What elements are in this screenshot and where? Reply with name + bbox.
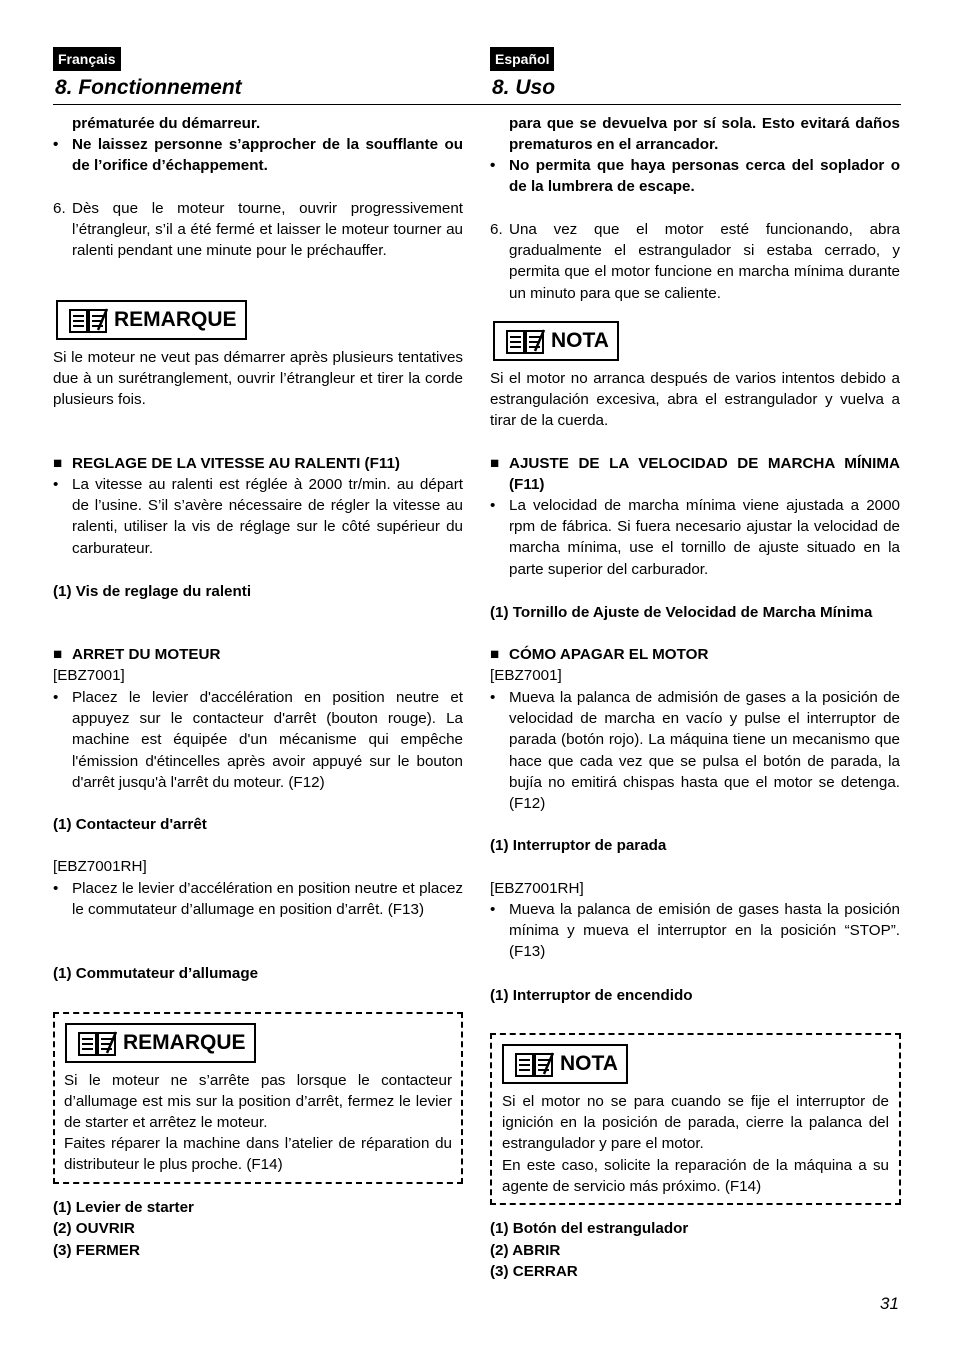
page-number: 31: [880, 1294, 899, 1313]
step-number: 6.: [490, 221, 503, 238]
es-nota-label-2: [502, 1044, 628, 1084]
fr-caption-2: (2) OUVRIR: [53, 1220, 135, 1237]
es-caption-1: (1) Botón del estrangulador: [490, 1220, 689, 1237]
es-caption-2: (2) ABRIR: [490, 1242, 561, 1259]
fr-caption-3: (3) FERMER: [53, 1242, 140, 1259]
bullet: •: [53, 136, 59, 153]
es-stop-heading: [490, 644, 900, 665]
fr-step-6: [53, 198, 463, 262]
fr-stop-bullet-1: [53, 687, 463, 793]
fr-remarque-label-1: [56, 300, 247, 340]
square-bullet-icon: ■: [490, 455, 500, 472]
es-nota-text-2a: Si el motor no se para cuando se fije el interruptor de ignición en la posición de parada, cierre la palanca del estrangulador y pare el motor.: [502, 1093, 889, 1153]
es-warning-text: No permita que haya personas cerca del soplador o de la lumbrera de escape.: [509, 157, 900, 196]
fr-caption-1: (1) Levier de starter: [53, 1199, 194, 1216]
bullet-text: La velocidad de marcha mínima viene ajustada a 2000 rpm de fábrica. Si fuera necesario ajustar la velocidad de marcha mínima, use el tornillo de ajuste situado en la parte superior del carburador.: [509, 497, 900, 578]
es-warning-bullet: [490, 155, 900, 197]
bullet-text: Mueva la palanca de admisión de gases a la posición de velocidad de marcha en vacío y pulse el interruptor de parada (botón rojo). La máquina tiene un mecanismo que hace que cada vez que se pulsa el botón de parada, la bujía no emitirá chispas hasta que el motor se detenga. (F12): [509, 689, 900, 813]
fr-idle-bullet: [53, 474, 463, 559]
square-bullet-icon: ■: [53, 646, 63, 663]
es-caption-3: (3) CERRAR: [490, 1263, 578, 1280]
square-bullet-icon: ■: [490, 646, 500, 663]
fr-stop-heading: [53, 644, 463, 665]
fr-remarque-text-1: Si le moteur ne veut pas démarrer après plusieurs tentatives due à un surétranglement, ouvrir l’étrangleur et tirer la corde plusieurs fois.: [53, 349, 463, 409]
fr-warning-bullet: [53, 134, 463, 176]
note-label: NOTA: [560, 1052, 618, 1075]
fr-stop-caption-2: (1) Commutateur d’allumage: [53, 965, 259, 982]
es-stop-caption-1: (1) Interruptor de parada: [490, 837, 667, 854]
es-nota-text-1: Si el motor no arranca después de varios intentos debido a estrangulación excesiva, abra el estrangulador y vuelva a tirar de la cuerda.: [490, 370, 900, 430]
lang-tab-french: Français: [53, 47, 121, 71]
fr-idle-heading: [53, 453, 463, 474]
note-label: NOTA: [551, 329, 609, 352]
bullet-text: Placez le levier d'accélération en position neutre et appuyez sur le contacteur d'arrêt (bouton rouge). La machine est équipée d'un mécanisme qui empêche l'émission d'étincelles après avoir appuyé sur le bouton d'arrêt jusqu'à l'arrêt du moteur. (F12): [72, 689, 463, 791]
heading-text: ARRET DU MOTEUR: [72, 646, 221, 663]
bullet: •: [53, 689, 59, 706]
bullet: •: [490, 689, 496, 706]
es-model-2: [EBZ7001RH]: [490, 880, 584, 897]
fr-continuation: prématurée du démarreur.: [72, 115, 261, 132]
fr-remarque-text-2b: Faites réparer la machine dans l’atelier de réparation du distributeur le plus proche. (F14): [64, 1135, 452, 1174]
bullet: •: [490, 901, 496, 918]
es-stop-bullet-2: [490, 899, 900, 963]
es-stop-bullet-1: [490, 687, 900, 814]
es-idle-caption: (1) Tornillo de Ajuste de Velocidad de Marcha Mínima: [490, 604, 873, 621]
es-continuation: para que se devuelva por sí sola. Esto evitará daños prematuros en el arrancador.: [509, 115, 900, 154]
es-nota-text-2b: En este caso, solicite la reparación de la máquina a su agente de servicio más próximo. (F14): [502, 1157, 889, 1196]
note-book-icon: [68, 306, 108, 334]
fr-stop-bullet-2: [53, 878, 463, 920]
bullet-text: Mueva la palanca de emisión de gases hasta la posición mínima y mueva el interruptor en la posición “STOP”. (F13): [509, 901, 900, 961]
es-step-6-text: Una vez que el motor esté funcionando, abra gradualmente el estrangulador si estaba cerrado, y permita que el motor funcione en marcha mínima durante un minuto para que se caliente.: [509, 221, 900, 302]
lang-tab-spanish: Español: [490, 47, 554, 71]
bullet: •: [53, 476, 59, 493]
note-book-icon: [514, 1050, 554, 1078]
section-title-spanish: 8. Uso: [492, 76, 556, 99]
es-idle-heading: [490, 453, 900, 495]
note-label: REMARQUE: [114, 308, 237, 331]
bullet-text: La vitesse au ralenti est réglée à 2000 tr/min. au départ de l’usine. S’il s’avère nécessaire de régler la vitesse au ralenti, utiliser la vis de réglage sur le côté supérieur du carburateur.: [72, 476, 463, 557]
bullet: •: [490, 157, 496, 174]
note-label: REMARQUE: [123, 1031, 246, 1054]
square-bullet-icon: ■: [53, 455, 63, 472]
fr-stop-caption-1: (1) Contacteur d'arrêt: [53, 816, 207, 833]
bullet-text: Placez le levier d’accélération en position neutre et placez le commutateur d’allumage en position d’arrêt. (F13): [72, 880, 463, 919]
es-step-6: [490, 219, 900, 304]
fr-idle-caption: (1) Vis de reglage du ralenti: [53, 583, 252, 600]
heading-text: CÓMO APAGAR EL MOTOR: [509, 646, 709, 663]
note-book-icon: [77, 1029, 117, 1057]
heading-text: REGLAGE DE LA VITESSE AU RALENTI (F11): [72, 455, 400, 472]
bullet: •: [53, 880, 59, 897]
fr-warning-text: Ne laissez personne s’approcher de la soufflante ou de l’orifice d’échappement.: [72, 136, 463, 175]
es-idle-bullet: [490, 495, 900, 580]
fr-model-2: [EBZ7001RH]: [53, 858, 147, 875]
es-model-1: [EBZ7001]: [490, 667, 562, 684]
header-rule: [53, 104, 901, 105]
bullet: •: [490, 497, 496, 514]
fr-remarque-text-2a: Si le moteur ne s’arrête pas lorsque le contacteur d’allumage est mis sur la position d’arrêt, fermez le levier de starter et arrêtez le moteur.: [64, 1072, 452, 1132]
fr-step-6-text: Dès que le moteur tourne, ouvrir progressivement l’étrangleur, s’il a été fermé et laisser le moteur tourner au ralenti pendant une minute pour le préchauffer.: [72, 200, 463, 260]
es-nota-label-1: [493, 321, 619, 361]
note-book-icon: [505, 327, 545, 355]
fr-remarque-label-2: [65, 1023, 256, 1063]
step-number: 6.: [53, 200, 66, 217]
es-stop-caption-2: (1) Interruptor de encendido: [490, 987, 693, 1004]
fr-model-1: [EBZ7001]: [53, 667, 125, 684]
heading-text: AJUSTE DE LA VELOCIDAD DE MARCHA MÍNIMA (F11): [509, 455, 900, 494]
section-title-french: 8. Fonctionnement: [55, 76, 242, 99]
